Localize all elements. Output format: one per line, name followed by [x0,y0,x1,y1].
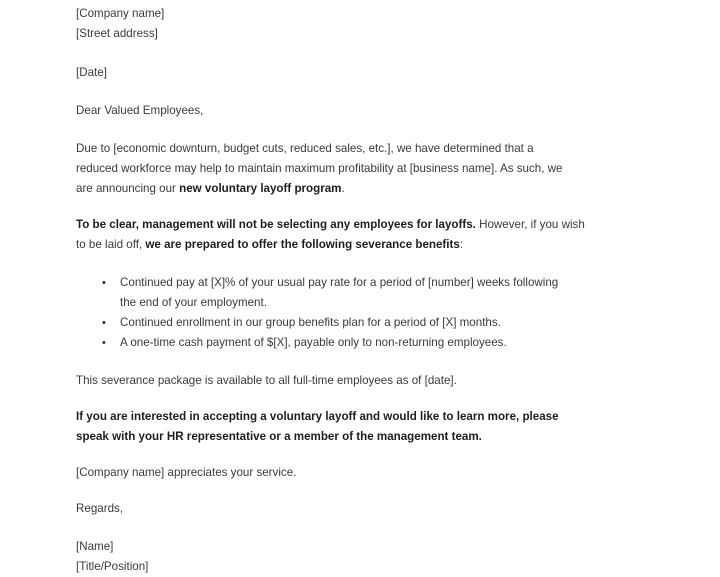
letter-page [76,4,636,577]
intro-paragraph [76,139,636,199]
signature-block [76,537,636,577]
intro-line: reduced workforce may help to maintain maximum profitability at [business name]. As such, we [76,162,563,175]
intro-punct: . [341,182,345,195]
signer-title: [Title/Position] [76,560,149,573]
clarify-bold: we are prepared to offer the following severance benefits [145,238,460,251]
letter-date: [Date] [76,66,107,79]
signer-name: [Name] [76,540,114,553]
program-name: new voluntary layoff program [179,182,342,195]
clarify-text: to be laid off, [76,238,146,251]
clarify-line [76,215,636,235]
appreciation-statement: [Company name] appreciates your service. [76,466,297,479]
interest-line: If you are interested in accepting a voluntary layoff and would like to learn more, please [76,410,559,423]
interest-line: speak with your HR representative or a member of the management team. [76,430,482,443]
benefit-line: Continued enrollment in our group benefits plan for a period of [X] months. [120,316,501,329]
benefit-item [76,273,636,313]
letter-header [76,4,636,44]
closing: Regards, [76,502,124,515]
benefit-item [76,313,636,333]
benefit-line: Continued pay at [X]% of your usual pay rate for a period of [number] weeks following [120,276,559,289]
availability-statement: This severance package is available to all full-time employees as of [date]. [76,374,457,387]
benefit-item [76,333,636,353]
benefit-line: A one-time cash payment of $[X], payable only to non-returning employees. [120,336,507,349]
intro-text: are announcing our [76,182,180,195]
clarify-punct: : [459,238,464,251]
clarify-line [76,235,636,255]
bullet-icon: • [102,277,106,289]
bullet-icon: • [102,317,106,329]
salutation: Dear Valued Employees, [76,104,204,117]
street-address: [Street address] [76,27,158,40]
clarify-bold: To be clear, management will not be selecting any employees for layoffs. [76,218,476,231]
clarify-paragraph [76,215,636,255]
bullet-icon: • [102,337,106,349]
interest-paragraph [76,407,636,447]
intro-line: Due to [economic downturn, budget cuts, reduced sales, etc.], we have determined that a [76,142,534,155]
intro-line [76,179,636,199]
benefits-list [76,273,636,353]
company-name: [Company name] [76,7,165,20]
clarify-text: However, if you wish [475,218,585,231]
benefit-line: the end of your employment. [120,296,267,309]
